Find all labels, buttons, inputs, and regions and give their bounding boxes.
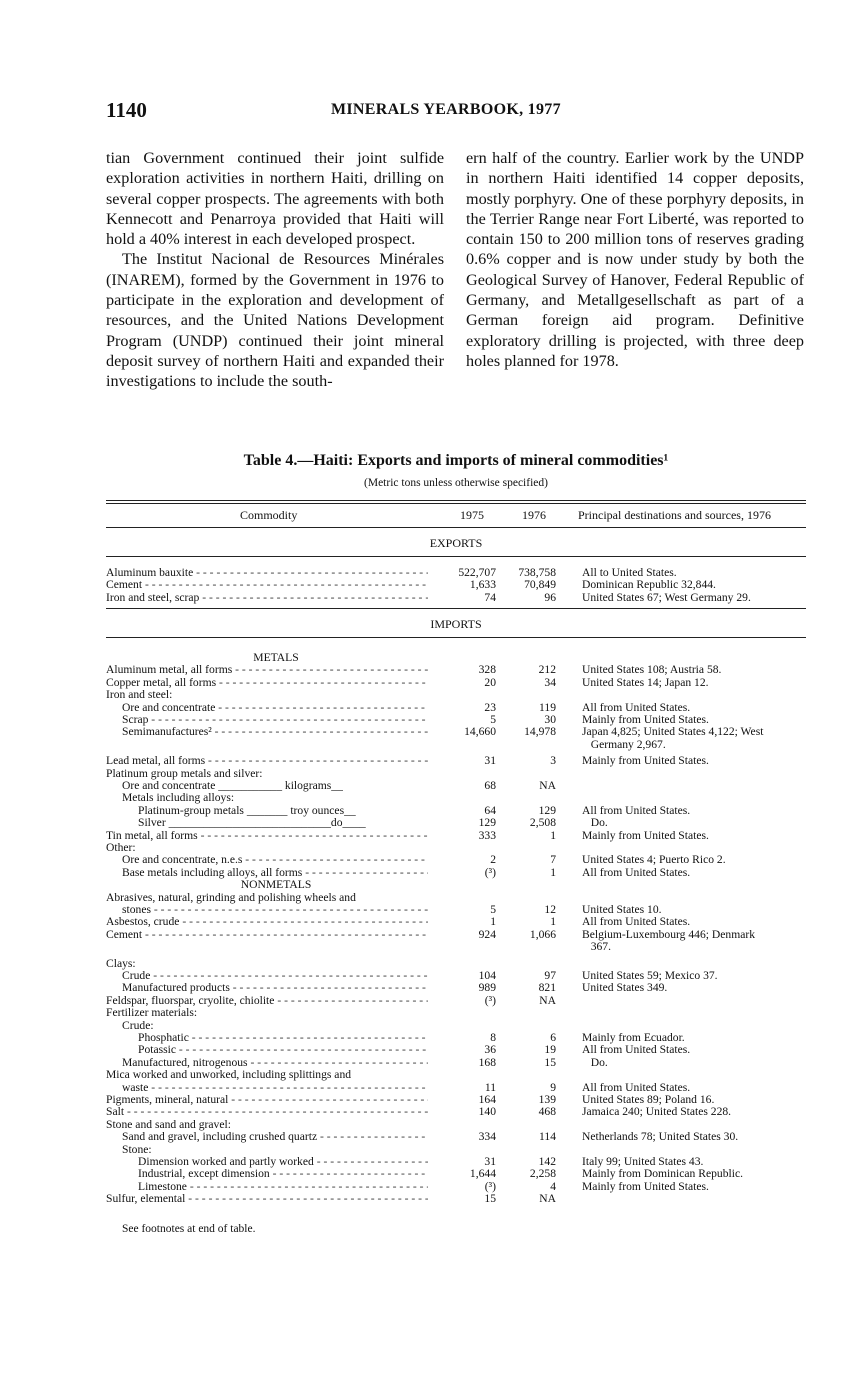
imports-rule <box>106 637 806 638</box>
commodity-cell: Platinum-group metals _______ troy ounces__ <box>138 803 356 817</box>
destination-cell: United States 14; Japan 12. <box>582 675 709 689</box>
section-heading <box>106 651 806 664</box>
commodity-cell: waste - - - <box>106 1081 428 1094</box>
value-1976-cell: 30 <box>544 713 556 726</box>
value-1976-cell: 70,849 <box>524 578 556 592</box>
value-1976-cell: 14,978 <box>524 725 556 739</box>
commodity-cell: Crude - - - <box>106 969 428 982</box>
value-1976-cell: 2,258 <box>529 1167 556 1181</box>
destination-cell: Mainly from United States. <box>582 828 709 842</box>
destination-cell: Mainly from Dominican Republic. <box>582 1167 743 1181</box>
commodity-cell: Other: <box>106 841 136 854</box>
table-row <box>106 566 806 579</box>
value-1976-cell: 821 <box>538 981 556 995</box>
value-1975-cell: 8 <box>490 1031 496 1044</box>
table-title: Table 4.—Haiti: Exports and imports of mineral commodities¹ <box>243 452 669 469</box>
value-1975-cell: 164 <box>478 1093 496 1106</box>
commodity-cell: Salt - - - <box>106 1105 428 1118</box>
imports-label: IMPORTS <box>430 617 482 631</box>
destination-cell: All from United States. <box>582 700 691 714</box>
commodity-cell: Sand and gravel, including crushed quartz - - - <box>106 1130 428 1143</box>
value-1975-cell: 20 <box>484 675 496 689</box>
table-row <box>106 1043 806 1056</box>
commodity-cell: Aluminum bauxite - - - <box>106 566 428 579</box>
table-row <box>106 866 806 879</box>
table-row <box>106 829 806 842</box>
table-row <box>106 1019 806 1032</box>
value-1975-cell: 989 <box>478 981 496 995</box>
destination-cell: All from United States. <box>582 865 691 879</box>
destination-cell: United States 10. <box>582 903 662 916</box>
value-1976-cell: 2,508 <box>529 816 556 830</box>
table-row <box>106 1130 806 1143</box>
header-rule <box>106 527 806 528</box>
destination-cell: United States 349. <box>582 981 668 995</box>
commodity-cell: Copper metal, all forms - - - <box>106 676 428 689</box>
destination-cell: Japan 4,825; United States 4,122; West <box>582 725 764 739</box>
table-row <box>106 1167 806 1180</box>
table-row <box>106 1155 806 1168</box>
destination-cell: All from United States. <box>582 803 691 817</box>
left-text-column <box>106 148 444 392</box>
table-row <box>106 928 806 941</box>
commodity-cell: Dimension worked and partly worked - - - <box>106 1155 428 1168</box>
commodity-cell: NONMETALS <box>240 878 312 892</box>
value-1975-cell: (³) <box>484 1179 496 1193</box>
value-1976-cell: 142 <box>538 1155 556 1168</box>
table-row <box>106 754 806 767</box>
value-1976-cell: 4 <box>550 1179 556 1193</box>
value-1975-cell: 1 <box>490 915 496 929</box>
commodity-cell: Iron and steel, scrap - - - <box>106 591 428 604</box>
commodity-cell: Manufactured, nitrogenous - - - <box>106 1056 428 1069</box>
commodity-cell: Cement - - - <box>106 578 428 591</box>
commodity-cell: Base metals including alloys, all forms - - - <box>106 866 428 879</box>
value-1975-cell: 11 <box>484 1080 496 1094</box>
paragraph: The Institut Nacional de Resources Minérales (INAREM), formed by the Government in 1976 to participate in the exploration and development of resources, and the United Nations Development Program (UNDP) continued their joint mineral deposit survey of northern Haiti and expanded their investigations to include the south- <box>106 250 444 391</box>
commodity-cell: Sulfur, elemental - - - <box>106 1192 428 1205</box>
destination-cell: All from United States. <box>582 915 691 929</box>
commodity-cell: Semimanufactures² - - - <box>106 725 428 738</box>
commodity-cell: Platinum group metals and silver: <box>106 766 263 780</box>
table-row <box>106 1068 806 1081</box>
table-row <box>106 1056 806 1069</box>
destination-cell: 367. <box>582 940 611 954</box>
commodity-cell: Manufactured products - - - <box>106 981 428 994</box>
value-1975-cell: 334 <box>478 1130 496 1144</box>
value-1976-cell: NA <box>539 993 556 1007</box>
destination-cell: Mainly from Ecuador. <box>582 1031 685 1044</box>
value-1976-cell: 7 <box>550 853 556 867</box>
value-1976-cell: NA <box>539 1192 556 1206</box>
table-row <box>106 903 806 916</box>
commodity-cell: Mica worked and unworked, including splittings and <box>106 1068 352 1082</box>
table-row <box>106 591 806 604</box>
commodity-cell: stones - - - <box>106 903 428 916</box>
commodity-cell: Abrasives, natural, grinding and polishing wheels and <box>106 890 356 904</box>
destination-cell: Mainly from United States. <box>582 1179 709 1193</box>
value-1975-cell: 168 <box>478 1055 496 1069</box>
value-1976-cell: 12 <box>544 903 556 916</box>
commodity-cell: Crude: <box>122 1018 154 1032</box>
table-row <box>106 969 806 982</box>
value-1975-cell: 1,644 <box>469 1167 496 1181</box>
destination-cell: All from United States. <box>582 1043 691 1057</box>
value-1975-cell: 31 <box>484 754 496 768</box>
destination-cell: Italy 99; United States 43. <box>582 1155 704 1168</box>
page-header <box>106 98 806 126</box>
value-1976-cell: 1 <box>550 915 556 929</box>
table-row <box>106 663 806 676</box>
destination-cell: All from United States. <box>582 1080 691 1094</box>
section-heading <box>106 878 806 891</box>
value-1975-cell: 924 <box>478 927 496 941</box>
table-row <box>106 1081 806 1094</box>
value-1976-cell: 129 <box>538 803 556 817</box>
value-1976-cell: 19 <box>544 1043 556 1057</box>
value-1975-cell: 64 <box>484 803 496 817</box>
table-row <box>106 1143 806 1156</box>
value-1975-cell: 140 <box>478 1105 496 1119</box>
table-row <box>106 1192 806 1205</box>
table-row <box>106 994 806 1007</box>
value-1976-cell: 9 <box>550 1080 556 1094</box>
value-1975-cell: 129 <box>478 816 496 830</box>
paragraph: ern half of the country. Earlier work by the UNDP in northern Haiti identified 14 copper deposits, mostly porphyry. One of these porphyry deposits, in the Terrier Range near Fort Liberté, was reported to contain 150 to 200 million tons of reserves grading 0.6% copper and is now under study by both the Geological Survey of Hanover, Federal Republic of Germany, and Metallgesellschaft as part of a German foreign aid program. Definitive exploratory drilling is projected, with three deep holes planned for 1978. <box>466 149 804 370</box>
value-1975-cell: 68 <box>484 779 496 792</box>
value-1975-cell: 1,633 <box>469 578 496 592</box>
value-1975-cell: 333 <box>478 828 496 842</box>
value-1976-cell: 6 <box>550 1031 556 1044</box>
value-1976-cell: 3 <box>550 754 556 768</box>
value-1976-cell: 468 <box>538 1105 556 1119</box>
table-row <box>106 779 806 792</box>
table-row <box>106 1031 806 1044</box>
destination-cell: United States 108; Austria 58. <box>582 663 722 677</box>
table-row <box>106 767 806 780</box>
table-row <box>106 738 806 751</box>
commodity-cell: Ore and concentrate - - - <box>106 701 428 714</box>
exports-label: EXPORTS <box>429 536 483 550</box>
value-1975-cell: 5 <box>490 713 496 726</box>
table-top-rule-double <box>106 503 806 504</box>
value-1975-cell: (³) <box>484 865 496 879</box>
table-row <box>106 1105 806 1118</box>
running-title: MINERALS YEARBOOK, 1977 <box>331 101 561 118</box>
commodity-cell: Aluminum metal, all forms - - - <box>106 663 428 676</box>
value-1976-cell: 1 <box>550 865 556 879</box>
header-destinations: Principal destinations and sources, 1976 <box>578 508 771 522</box>
value-1975-cell: 36 <box>484 1043 496 1057</box>
table-row <box>106 891 806 904</box>
commodity-cell: METALS <box>253 651 299 664</box>
destination-cell: Belgium-Luxembourg 446; Denmark <box>582 927 756 941</box>
table-row <box>106 1093 806 1106</box>
destination-cell: Netherlands 78; United States 30. <box>582 1130 739 1144</box>
commodity-cell: Iron and steel: <box>106 688 173 702</box>
commodity-cell: Silver ____________________________do____ <box>138 816 366 830</box>
value-1975-cell: 5 <box>490 903 496 916</box>
value-1975-cell: 31 <box>484 1155 496 1168</box>
table-row <box>106 915 806 928</box>
commodity-cell: Scrap - - - <box>106 713 428 726</box>
destination-cell: Mainly from United States. <box>582 754 709 768</box>
value-1975-cell: 104 <box>478 969 496 982</box>
header-1975: 1975 <box>460 508 484 522</box>
value-1976-cell: 212 <box>538 663 556 677</box>
commodity-cell: Cement - - - <box>106 928 428 941</box>
commodity-cell: Clays: <box>106 956 136 970</box>
table-row <box>106 1118 806 1131</box>
value-1976-cell: 114 <box>539 1130 556 1144</box>
page-number: 1140 <box>106 98 147 122</box>
paragraph: tian Government continued their joint sulfide exploration activities in northern Haiti, drilling on several copper prospects. The agreements with both Kennecott and Penarroya provided that Haiti will hold a 40% interest in each developed prospect. <box>106 149 444 249</box>
destination-cell: Do. <box>582 816 608 830</box>
value-1975-cell: 14,660 <box>464 725 496 739</box>
value-1975-cell: 522,707 <box>458 566 496 579</box>
imports-top-rule <box>106 608 806 609</box>
commodity-cell: Feldspar, fluorspar, cryolite, chiolite - - - <box>106 994 428 1007</box>
table-row <box>106 701 806 714</box>
value-1976-cell: 119 <box>539 700 556 714</box>
value-1976-cell: 34 <box>544 675 556 689</box>
value-1975-cell: 328 <box>478 663 496 677</box>
destination-cell: United States 4; Puerto Rico 2. <box>582 853 726 867</box>
table-row <box>106 676 806 689</box>
value-1976-cell: 738,758 <box>518 566 556 579</box>
table-row <box>106 688 806 701</box>
table-row <box>106 940 806 953</box>
table-top-rule <box>106 500 806 501</box>
table-subtitle: (Metric tons unless otherwise specified) <box>364 477 548 489</box>
commodity-cell: Stone: <box>122 1142 152 1156</box>
commodity-cell: Fertilizer materials: <box>106 1006 198 1020</box>
commodity-cell: Industrial, except dimension - - - <box>106 1167 428 1180</box>
value-1975-cell: 74 <box>484 590 496 604</box>
commodity-cell: Pigments, mineral, natural - - - <box>106 1093 428 1106</box>
right-text-column <box>466 148 804 371</box>
table-row <box>106 853 806 866</box>
commodity-cell: Tin metal, all forms - - - <box>106 829 428 842</box>
table-row <box>106 578 806 591</box>
value-1975-cell: (³) <box>484 993 496 1007</box>
commodity-cell: Phosphatic - - - <box>106 1031 428 1044</box>
destination-cell: United States 59; Mexico 37. <box>582 969 718 982</box>
table-row <box>106 791 806 804</box>
table-row <box>106 957 806 970</box>
commodity-cell: Ore and concentrate ___________ kilograms__ <box>122 779 343 792</box>
table-row <box>106 804 806 817</box>
table-row <box>106 816 806 829</box>
exports-rule <box>106 556 806 557</box>
destination-cell: United States 89; Poland 16. <box>582 1093 715 1106</box>
destination-cell: Dominican Republic 32,844. <box>582 578 716 592</box>
table-row <box>106 981 806 994</box>
destination-cell: All to United States. <box>582 566 677 579</box>
table-row <box>106 713 806 726</box>
value-1976-cell: NA <box>539 779 556 792</box>
value-1975-cell: 15 <box>484 1192 496 1206</box>
commodity-cell: Metals including alloys: <box>122 791 235 805</box>
value-1976-cell: 1 <box>550 828 556 842</box>
commodity-cell: Lead metal, all forms - - - <box>106 754 428 767</box>
value-1976-cell: 97 <box>544 969 556 982</box>
commodity-cell: Potassic - - - <box>106 1043 428 1056</box>
destination-cell: Jamaica 240; United States 228. <box>582 1105 732 1119</box>
table-row <box>106 725 806 738</box>
destination-cell: Mainly from United States. <box>582 713 709 726</box>
destination-cell: Do. <box>582 1055 608 1069</box>
commodity-cell: Limestone - - - <box>106 1180 428 1193</box>
commodity-cell: Asbestos, crude - - - <box>106 915 428 928</box>
value-1976-cell: 139 <box>538 1093 556 1106</box>
destination-cell: Germany 2,967. <box>582 737 666 751</box>
value-1975-cell: 23 <box>484 700 496 714</box>
header-commodity: Commodity <box>240 508 298 522</box>
commodity-cell: Ore and concentrate, n.e.s - - - <box>106 853 428 866</box>
value-1976-cell: 15 <box>544 1055 556 1069</box>
destination-cell: United States 67; West Germany 29. <box>582 590 751 604</box>
table-row <box>106 1180 806 1193</box>
footnote-reference: See footnotes at end of table. <box>122 1223 256 1235</box>
value-1975-cell: 2 <box>490 853 496 867</box>
table-row <box>106 841 806 854</box>
header-1976: 1976 <box>522 508 546 522</box>
value-1976-cell: 1,066 <box>529 927 556 941</box>
commodity-cell: Stone and sand and gravel: <box>106 1117 231 1131</box>
value-1976-cell: 96 <box>544 590 556 604</box>
table-row <box>106 1006 806 1019</box>
